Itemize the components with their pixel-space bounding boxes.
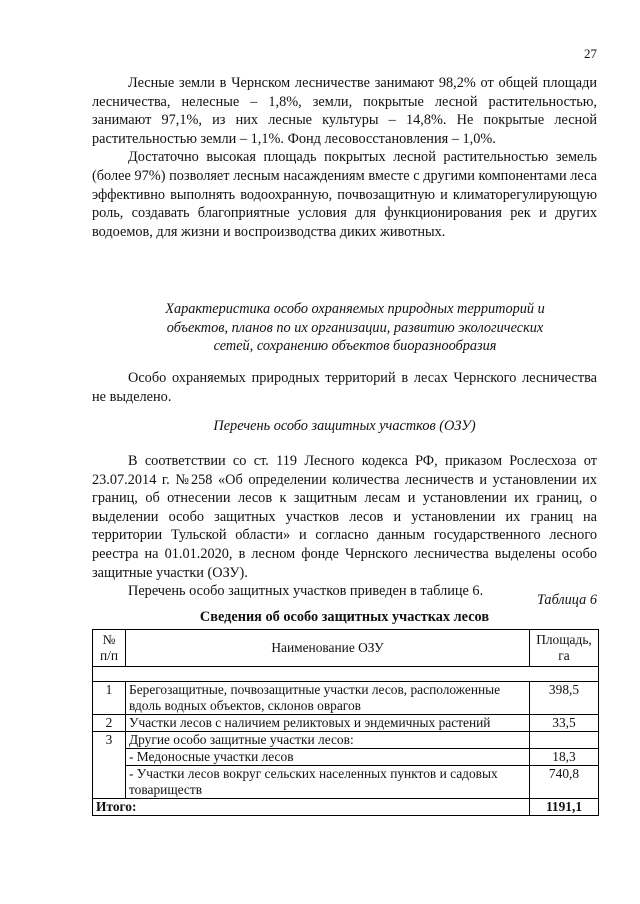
body-text-1 xyxy=(92,74,597,241)
row-name: Другие особо защитные участки лесов: xyxy=(126,732,530,749)
table-row xyxy=(93,766,599,799)
row-num: 3 xyxy=(93,732,126,749)
table-row xyxy=(93,715,599,732)
body-text-2 xyxy=(92,369,597,406)
row-area xyxy=(530,732,599,749)
paragraph-table-ref: Перечень особо защитных участков приведен в таблице 6. xyxy=(128,583,484,600)
table-spacer-row xyxy=(93,667,599,682)
table-row xyxy=(93,682,599,715)
section-heading-line-1: Характеристика особо охраняемых природных территорий и xyxy=(165,301,545,317)
header-area: Площадь, га xyxy=(530,630,599,667)
paragraph-land-stats: Лесные земли в Чернском лесничестве занимают 98,2% от общей площади лесничества, нелесные – 1,8%, земли, покрытые лесной растительностью, занимают 97,1%, из них лесные культуры – 14,8%. Не покрытые лесной растительностью земли – 1,1%. Фонд лесовосстановления – 1,0%. xyxy=(92,75,597,147)
row-area: 398,5 xyxy=(530,682,599,715)
table-header-row xyxy=(93,630,599,667)
row-name: Участки лесов с наличием реликтовых и эндемичных растений xyxy=(126,715,530,732)
header-name: Наименование ОЗУ xyxy=(126,630,530,667)
row-num: 1 xyxy=(93,682,126,715)
table-title: Сведения об особо защитных участках лесов xyxy=(199,609,490,625)
row-num: 2 xyxy=(93,715,126,732)
row-name: - Медоносные участки лесов xyxy=(126,749,530,766)
section-heading xyxy=(140,300,570,356)
table-row xyxy=(93,732,599,749)
row-name: Берегозащитные, почвозащитные участки лесов, расположенные вдоль водных объектов, склонов оврагов xyxy=(126,682,530,715)
section-heading-line-3: сетей, сохранению объектов биоразнообразия xyxy=(213,338,497,355)
row-area: 18,3 xyxy=(530,749,599,766)
section-heading-line-2: объектов, планов по их организации, развитию экологических xyxy=(166,319,544,336)
total-value: 1191,1 xyxy=(530,799,599,816)
paragraph-forest-role: Достаточно высокая площадь покрытых лесной растительностью земель (более 97%) позволяет лесным насаждениям вместе с другими компонентами леса эффективно выполнять водоохранную, почвозащитную и климаторегулирующую роль, создавать благоприятные условия для функционирования рек и других водоемов, для жизни и воспроизводства диких животных. xyxy=(92,149,597,240)
row-num xyxy=(93,766,126,799)
header-num: № п/п xyxy=(93,630,126,667)
row-name: - Участки лесов вокруг сельских населенных пунктов и садовых товариществ xyxy=(126,766,530,799)
table-row xyxy=(93,749,599,766)
body-text-3 xyxy=(92,452,597,601)
row-area: 740,8 xyxy=(530,766,599,799)
total-label: Итого: xyxy=(93,799,530,816)
paragraph-legal-basis: В соответствии со ст. 119 Лесного кодекса РФ, приказом Рослесхоза от 23.07.2014 г. №258 «Об определении количества лесничеств и установлении их границ, об отнесении лесов к защитным лесам и установлении их границ, о выделении особо защитных участков лесов и установлении их границ на территории Тульской области» и согласно данным государственного лесного реестра на 01.01.2020, в лесном фонде Чернского лесничества выделены особо защитные участки (ОЗУ). xyxy=(92,453,597,581)
page-number: 27 xyxy=(584,46,597,61)
ozu-heading: Перечень особо защитных участков (ОЗУ) xyxy=(213,418,476,434)
table-total-row xyxy=(93,799,599,816)
paragraph-no-protected: Особо охраняемых природных территорий в лесах Чернского лесничества не выделено. xyxy=(92,370,597,405)
row-num xyxy=(93,749,126,766)
ozu-table xyxy=(92,629,599,816)
row-area: 33,5 xyxy=(530,715,599,732)
table-label: Таблица 6 xyxy=(537,592,597,608)
